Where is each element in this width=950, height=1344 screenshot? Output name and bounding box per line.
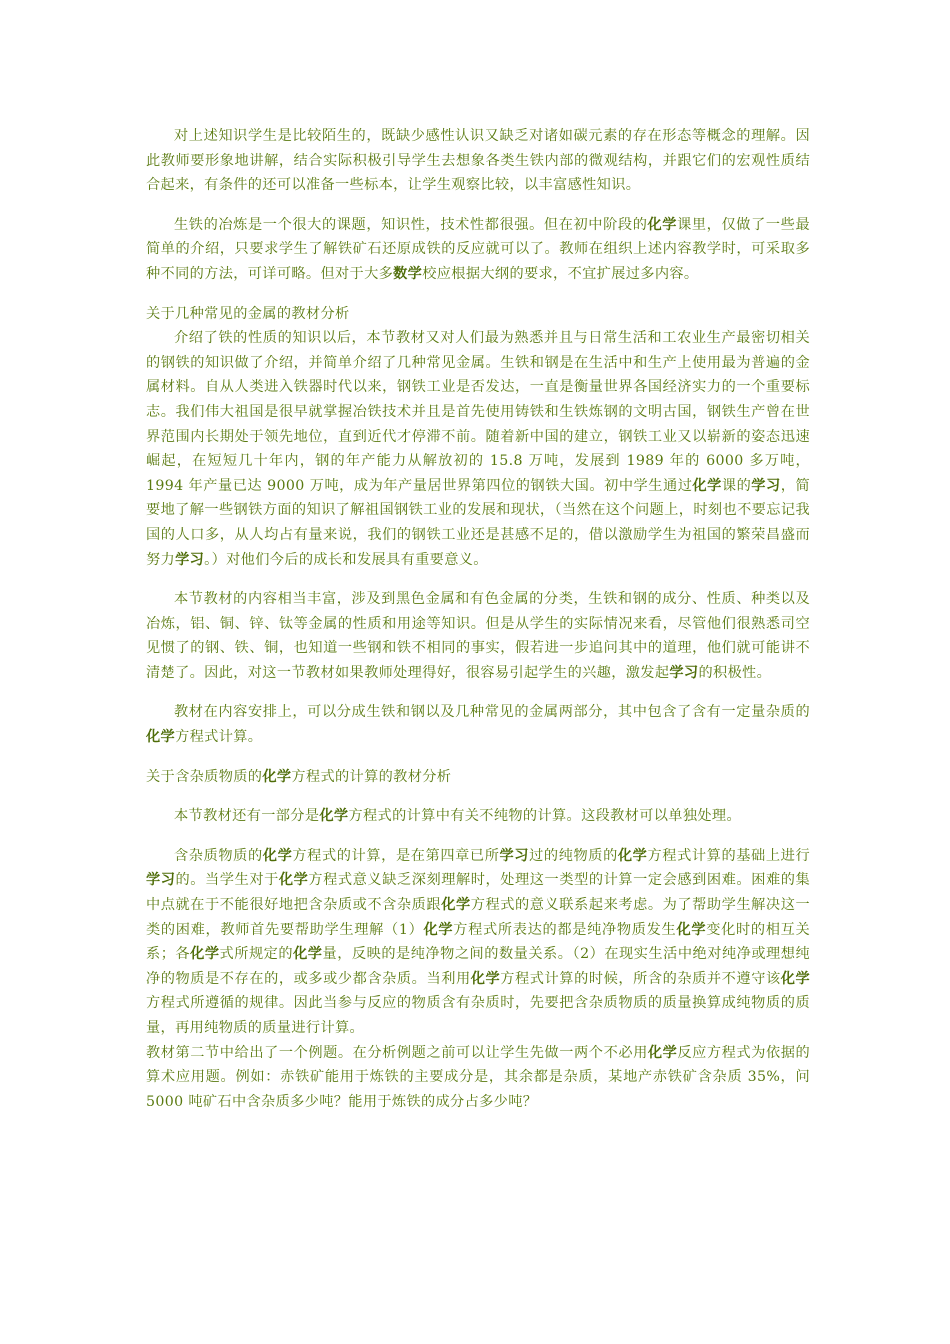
text-run: 校应根据大纲的要求，不宜扩展过多内容。 — [422, 265, 699, 282]
keyword-highlight: 数学 — [393, 265, 423, 282]
keyword-highlight: 化学 — [190, 946, 220, 963]
keyword-highlight: 学习 — [499, 847, 530, 864]
text-run: 方程式计算的基础上进行 — [647, 847, 810, 864]
keyword-highlight: 化学 — [262, 768, 292, 785]
text-run: 教材第二节中给出了一个例题。在分析例题之前可以让学生先做一两个不必用 — [146, 1044, 648, 1061]
text-run: 方程式计算。 — [175, 729, 263, 746]
text-run: 方程式意义缺乏深刻理解时，处理这一类型的计算一定会感到困难。困难的集中点就在于不能很好地把含杂质或不含杂质跟 — [146, 872, 811, 914]
keyword-highlight: 化学 — [293, 946, 323, 963]
text-run: 量，反映的是纯净物之间的数量关系。（2）在现实生活中绝对纯净或理想纯净的物质是不存在的，或多或少都含杂质。当利用 — [146, 946, 811, 987]
text-run: 课里，仅做了一些最简单的介绍，只要求学生了解铁矿石还原成铁的反应就可以了。教师在组织上述内容教学时，可采取多种不同的方法，可详可略。但对于大多 — [146, 216, 811, 282]
keyword-highlight: 化学 — [647, 216, 678, 233]
keyword-highlight: 学习 — [175, 551, 205, 568]
paragraph — [146, 124, 810, 198]
paragraph — [146, 587, 810, 685]
text-run: 反应方程式为依据的算术应用题。例如：赤铁矿能用于炼铁的主要成分是，其余都是杂质，某地产赤铁矿含杂质 35%，问 5000 吨矿石中含杂质多少吨？能用于炼铁的成分占多少吨？ — [146, 1044, 811, 1110]
paragraph — [146, 804, 810, 829]
text-run: 的。当学生对于 — [175, 872, 279, 889]
text-run: 方程式的计算的教材分析 — [291, 768, 452, 785]
keyword-highlight: 化学 — [676, 921, 707, 938]
text-run: 方程式的意义联系起来考虑。为了帮助学生解决这一类的困难，教师首先要帮助学生理解（1） — [146, 897, 810, 938]
text-run: 关于含杂质物质的 — [146, 768, 263, 785]
text-run: 。）对他们今后的成长和发展具有重要意义。 — [204, 551, 488, 568]
keyword-highlight: 化学 — [423, 921, 454, 938]
text-run: 方程式所遵循的规律。因此当参与反应的物质含有杂质时，先要把含杂质物质的质量换算成纯物质的质量，再用纯物质的质量进行计算。 — [146, 995, 810, 1036]
text-run: 课的 — [721, 477, 752, 494]
keyword-highlight: 学习 — [146, 872, 176, 889]
keyword-highlight: 化学 — [262, 847, 293, 864]
section-heading — [146, 765, 810, 790]
text-run: 的积极性。 — [698, 664, 772, 681]
text-run: 含杂质物质的 — [174, 847, 263, 864]
text-run: 教材在内容安排上，可以分成生铁和钢以及几种常见的金属两部分，其中包含了含有一定量杂质的 — [174, 704, 810, 721]
text-run: ，简要地了解一些钢铁方面的知识了解祖国钢铁工业的发展和现状，（当然在这个问题上，时刻也不要忘记我国的人口多，从人均占有量来说，我们的钢铁工业还是甚感不足的，借以激励学生为祖国的繁荣昌盛而努力 — [146, 477, 810, 568]
text-run: 过的纯物质的 — [529, 847, 618, 864]
keyword-highlight: 化学 — [692, 477, 722, 494]
keyword-highlight: 化学 — [278, 872, 309, 889]
document-page — [146, 124, 810, 1114]
keyword-highlight: 化学 — [617, 847, 648, 864]
text-run: 本节教材的内容相当丰富，涉及到黑色金属和有色金属的分类，生铁和钢的成分、性质、种类以及冶炼，铝、铜、锌、钛等金属的性质和用途等知识。但是从学生的实际情况来看，尽管他们很熟悉司空见惯了的钢、铁、铜，也知道一些钢和铁不相同的事实，假若进一步追问其中的道理，他们就可能讲不清楚了。因此，对这一节教材如果教师处理得好，很容易引起学生的兴趣，激发起 — [146, 591, 810, 681]
text-run: 方程式所表达的都是纯净物质发生 — [453, 921, 677, 938]
section-heading — [146, 302, 810, 327]
keyword-highlight: 学习 — [751, 477, 781, 494]
keyword-highlight: 化学 — [441, 897, 471, 914]
paragraph — [146, 213, 810, 287]
text-run: 对上述知识学生是比较陌生的，既缺少感性认识又缺乏对诸如碳元素的存在形态等概念的理解。因此教师要形象地讲解，结合实际积极引导学生去想象各类生铁内部的微观结构，并跟它们的宏观性质结合起来，有条件的还可以准备一些标本，让学生观察比较，以丰富感性知识。 — [146, 128, 810, 194]
keyword-highlight: 学习 — [669, 664, 699, 681]
text-run: 方程式的计算，是在第四章已所 — [292, 847, 500, 864]
text-run: 变化时的相互关系；各 — [146, 921, 811, 963]
keyword-highlight: 化学 — [146, 729, 176, 746]
text-run: 关于几种常见的金属的教材分析 — [146, 305, 350, 322]
keyword-highlight: 化学 — [319, 808, 349, 825]
keyword-highlight: 化学 — [647, 1044, 678, 1061]
text-run: 介绍了铁的性质的知识以后，本节教材又对人们最为熟悉并且与日常生活和工农业生产最密切相关的钢铁的知识做了介绍，并简单介绍了几种常见金属。生铁和钢是在生活中和生产上使用最为普遍的金属材料。自从人类进入铁器时代以来，钢铁工业是否发达，一直是衡量世界各国经济实力的一个重要标志。我们伟大祖国是很早就掌握冶铁技术并且是首先使用铸铁和生铁炼钢的文明古国，钢铁生产曾在世界范围内长期处于领先地位，直到近代才停滞不前。随着新中国的建立，钢铁工业又以崭新的姿态迅速崛起，在短短几十年内，钢的年产能力从解放初的 15.8 万吨，发展到 1989 年的 6000 多万吨，1994 年产量已达 9000 万吨，成为年产量居世界第四位的钢铁大国。初中学生通过 — [146, 330, 810, 494]
paragraph — [146, 1041, 810, 1115]
keyword-highlight: 化学 — [780, 970, 811, 987]
text-run: 生铁的冶炼是一个很大的课题，知识性，技术性都很强。但在初中阶段的 — [174, 216, 648, 233]
keyword-highlight: 化学 — [470, 970, 501, 987]
paragraph — [146, 326, 810, 572]
text-run: 本节教材还有一部分是 — [174, 808, 320, 825]
paragraph — [146, 844, 810, 1041]
text-run: 式所规定的 — [219, 946, 294, 963]
text-run: 方程式计算的时候，所含的杂质并不遵守该 — [500, 970, 781, 987]
paragraph — [146, 700, 810, 749]
text-run: 方程式的计算中有关不纯物的计算。这段教材可以单独处理。 — [348, 808, 741, 825]
